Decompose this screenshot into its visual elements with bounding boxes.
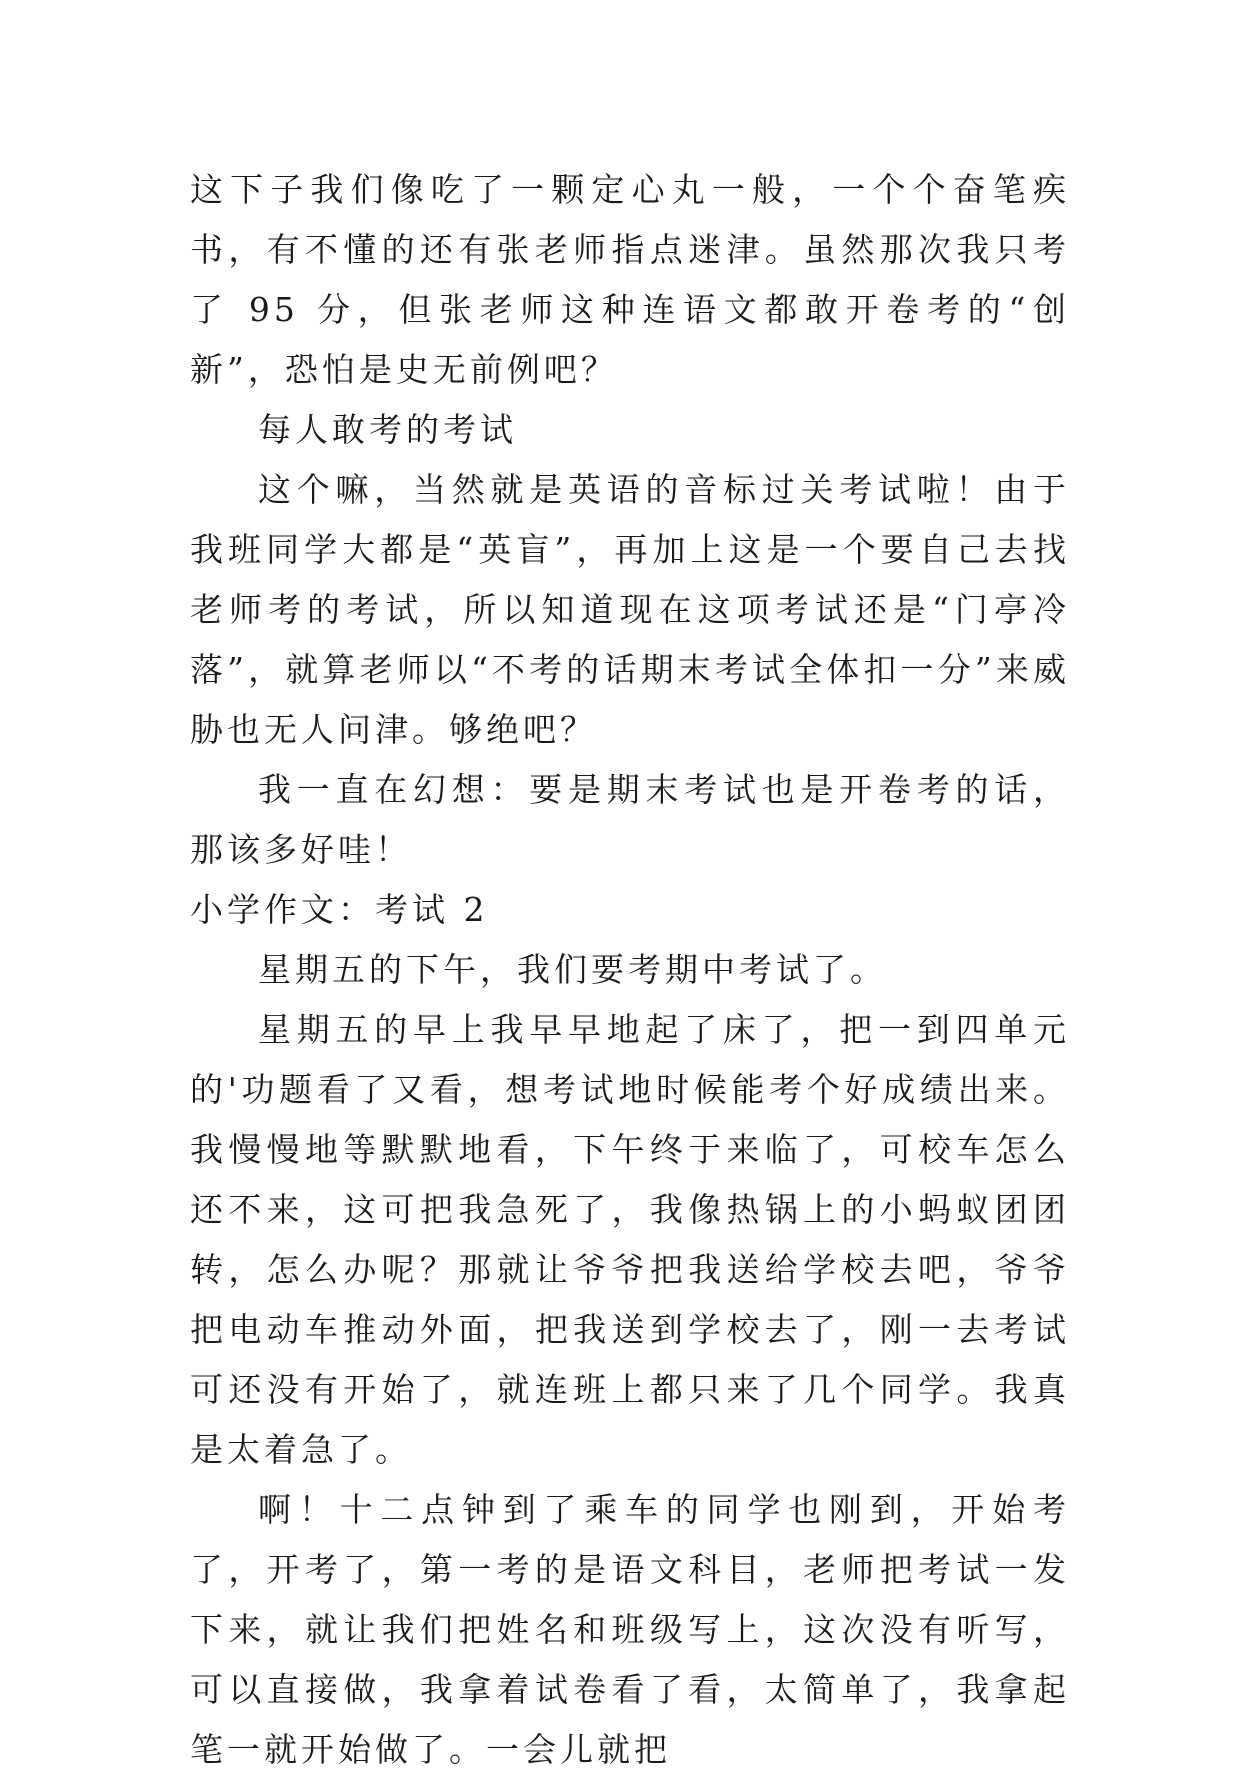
paragraph-friday-afternoon: 星期五的下午，我们要考期中考试了。 [258, 950, 887, 989]
paragraph-exam-start: 啊！十二点钟到了乘车的同学也刚到，开始考了，开考了，第一考的是语文科目，老师把考试一发下来，就让我们把姓名和班级写上，这次没有听写，可以直接做，我拿着试卷看了看，太简单了，我拿起笔一就开始做了。一会儿就把 [190, 1490, 1070, 1769]
subheading-no-one-dares: 每人敢考的考试 [258, 410, 517, 449]
paragraph-wish: 我一直在幻想：要是期末考试也是开卷考的话，那该多好哇！ [190, 770, 1070, 869]
document-body [190, 160, 1070, 1780]
paragraph-intro: 这下子我们像吃了一颗定心丸一般，一个个奋笔疾书，有不懂的还有张老师指点迷津。虽然那次我只考了 95 分，但张老师这种连语文都敢开卷考的“创新”，恐怕是史无前例吧？ [190, 170, 1070, 389]
section-title: 小学作文：考试 2 [190, 890, 489, 929]
paragraph-phonetics-exam: 这个嘛，当然就是英语的音标过关考试啦！由于我班同学大都是“英盲”，再加上这是一个要自己去找老师考的考试，所以知道现在这项考试还是“门亭冷落”，就算老师以“不考的话期末考试全体扣一分”来威胁也无人问津。够绝吧？ [190, 470, 1070, 749]
paragraph-friday-morning: 星期五的早上我早早地起了床了，把一到四单元的'功题看了又看，想考试地时候能考个好成绩出来。我慢慢地等默默地看，下午终于来临了，可校车怎么还不来，这可把我急死了，我像热锅上的小蚂蚁团团转，怎么办呢？那就让爷爷把我送给学校去吧，爷爷把电动车推动外面，把我送到学校去了，刚一去考试可还没有开始了，就连班上都只来了几个同学。我真是太着急了。 [190, 1010, 1070, 1469]
